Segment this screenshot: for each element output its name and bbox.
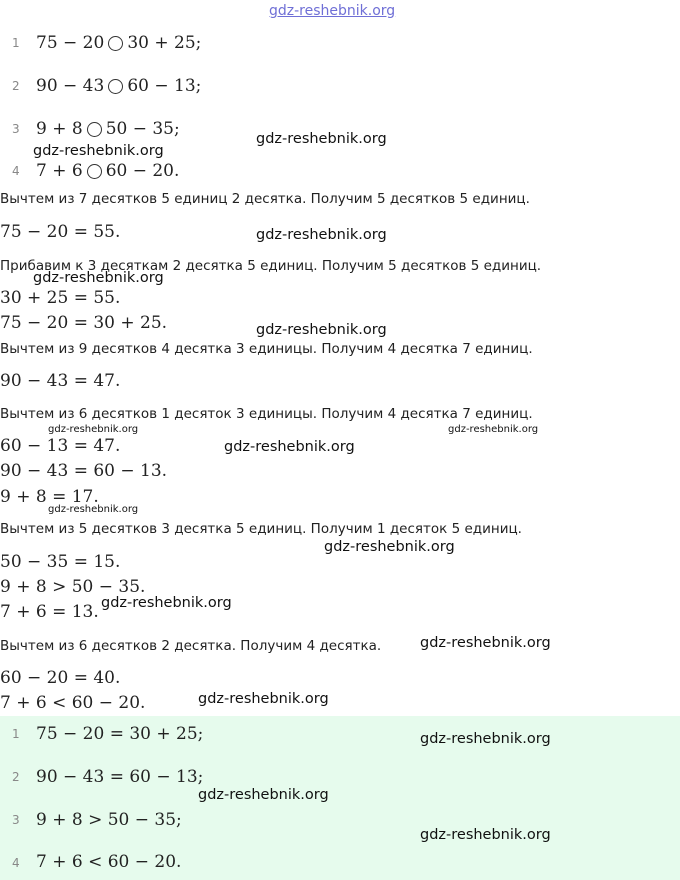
solution-equation: 9 + 8 > 50 − 35. (0, 577, 146, 597)
watermark: gdz-reshebnik.org (224, 439, 355, 455)
task-right: 60 − 13; (127, 76, 202, 96)
task-right: 30 + 25; (127, 33, 202, 53)
solution-equation: 9 + 8 = 17. (0, 487, 99, 507)
solution-equation: 75 − 20 = 55. (0, 222, 121, 242)
comparison-circle-blank (87, 122, 102, 137)
watermark: gdz-reshebnik.org (198, 691, 329, 707)
comparison-circle-blank (108, 36, 123, 51)
watermark: gdz-reshebnik.org (420, 635, 551, 651)
task-number: 2 (12, 79, 20, 93)
solution-text: Вычтем из 6 десятков 2 десятка. Получим 4 десятка. (0, 638, 382, 654)
solution-equation: 60 − 13 = 47. (0, 436, 121, 456)
watermark: gdz-reshebnik.org (324, 539, 455, 555)
solution-equation: 7 + 6 = 13. (0, 602, 99, 622)
task-left: 7 + 6 (36, 161, 83, 181)
task-expression (36, 33, 201, 53)
task-number: 3 (12, 122, 20, 136)
watermark: gdz-reshebnik.org (420, 827, 551, 843)
watermark: gdz-reshebnik.org (101, 595, 232, 611)
task-left: 75 − 20 (36, 33, 105, 53)
task-left: 90 − 43 (36, 76, 105, 96)
solution-equation: 50 − 35 = 15. (0, 552, 121, 572)
watermark: gdz-reshebnik.org (48, 424, 139, 435)
answer-equation: 90 − 43 = 60 − 13; (36, 767, 204, 787)
watermark: gdz-reshebnik.org (33, 270, 164, 286)
solution-text: Вычтем из 5 десятков 3 десятка 5 единиц. Получим 1 десяток 5 единиц. (0, 521, 522, 537)
solution-equation: 7 + 6 < 60 − 20. (0, 693, 146, 713)
task-expression (36, 161, 179, 181)
answer-number: 2 (12, 770, 20, 784)
task-left: 9 + 8 (36, 119, 83, 139)
task-number: 4 (12, 164, 20, 178)
answer-equation: 9 + 8 > 50 − 35; (36, 810, 182, 830)
watermark: gdz-reshebnik.org (198, 787, 329, 803)
answer-number: 4 (12, 856, 20, 870)
answer-equation: 7 + 6 < 60 − 20. (36, 852, 182, 872)
answer-equation: 75 − 20 = 30 + 25; (36, 724, 204, 744)
answer-number: 3 (12, 813, 20, 827)
answer-number: 1 (12, 727, 20, 741)
watermark: gdz-reshebnik.org (420, 731, 551, 747)
task-expression (36, 119, 180, 139)
watermark: gdz-reshebnik.org (256, 131, 387, 147)
task-expression (36, 76, 201, 96)
task-number: 1 (12, 36, 20, 50)
watermark: gdz-reshebnik.org (256, 322, 387, 338)
solution-text: Вычтем из 9 десятков 4 десятка 3 единицы. Получим 4 десятка 7 единиц. (0, 341, 533, 357)
watermark: gdz-reshebnik.org (33, 143, 164, 159)
task-right: 60 − 20. (105, 161, 180, 181)
solution-equation: 30 + 25 = 55. (0, 288, 121, 308)
solution-equation: 60 − 20 = 40. (0, 668, 121, 688)
solution-equation: 75 − 20 = 30 + 25. (0, 313, 168, 333)
solution-equation: 90 − 43 = 60 − 13. (0, 461, 168, 481)
watermark: gdz-reshebnik.org (448, 424, 539, 435)
watermark: gdz-reshebnik.org (48, 504, 139, 515)
task-right: 50 − 35; (105, 119, 180, 139)
comparison-circle-blank (87, 164, 102, 179)
solution-equation: 90 − 43 = 47. (0, 371, 121, 391)
comparison-circle-blank (108, 79, 123, 94)
header-watermark-link[interactable]: gdz-reshebnik.org (269, 3, 396, 19)
solution-text: Вычтем из 6 десятков 1 десяток 3 единицы. Получим 4 десятка 7 единиц. (0, 406, 533, 422)
solution-text: Вычтем из 7 десятков 5 единиц 2 десятка. Получим 5 десятков 5 единиц. (0, 191, 530, 207)
solution-text: Прибавим к 3 десяткам 2 десятка 5 единиц. Получим 5 десятков 5 единиц. (0, 258, 542, 274)
watermark: gdz-reshebnik.org (256, 227, 387, 243)
